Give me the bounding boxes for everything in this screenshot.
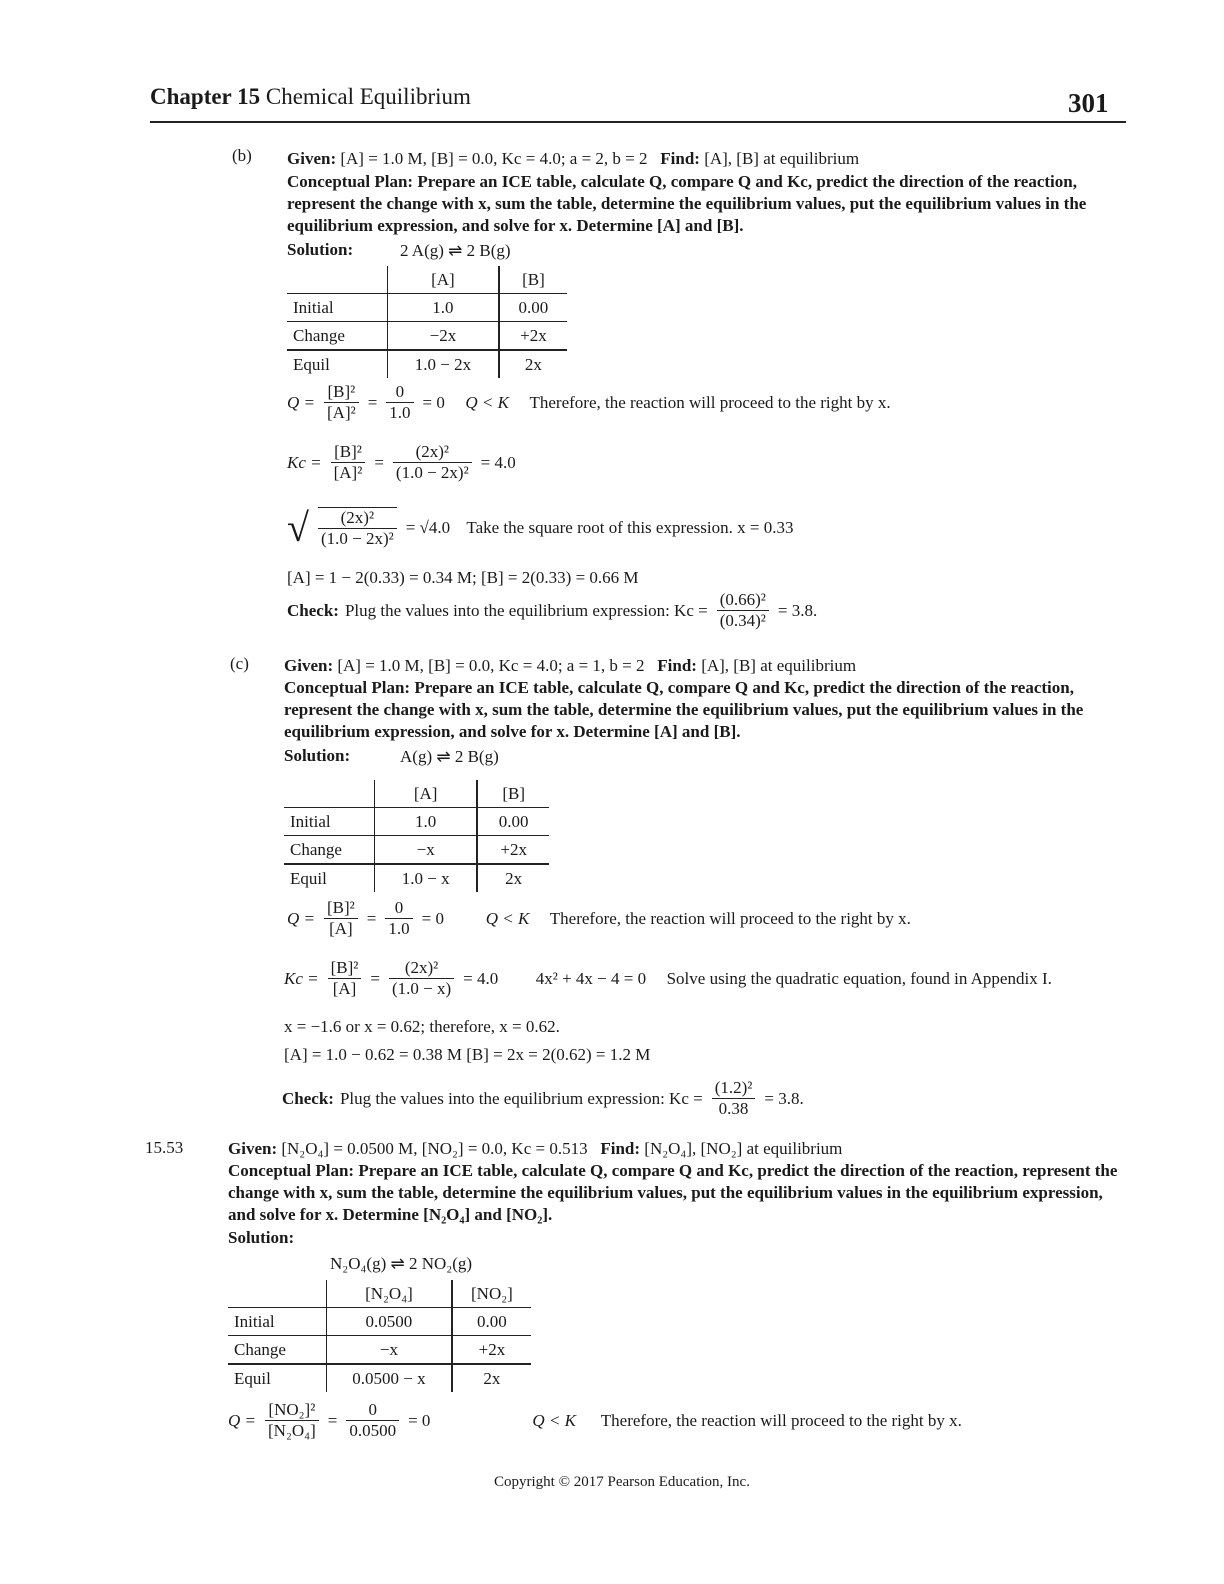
chapter-header <box>150 84 471 110</box>
text: Q = <box>287 908 315 928</box>
text: (1.0 − 2x)² <box>395 463 469 482</box>
find-label: Find: <box>660 149 700 168</box>
text: = 3.8. <box>764 1088 804 1108</box>
k-equation <box>284 958 1052 999</box>
cell: −2x <box>388 322 499 351</box>
text: = <box>374 452 384 472</box>
text: 4x² + 4x − 4 = 0 <box>535 968 647 988</box>
text: = 4.0 <box>480 452 516 472</box>
cell: 0.0500 <box>327 1308 452 1336</box>
given-label: Given: <box>284 656 334 675</box>
text: (1.2)² <box>712 1078 756 1099</box>
given-line <box>287 149 859 169</box>
cell <box>284 780 375 808</box>
fraction <box>717 590 769 631</box>
cell <box>287 266 388 294</box>
problem-number: 15.53 <box>145 1138 184 1157</box>
result-line: [A] = 1 − 2(0.33) = 0.34 M; [B] = 2(0.33) = 0.66 M <box>287 568 639 587</box>
text: 0 <box>386 382 413 403</box>
header-cell: [NO₂] <box>452 1280 531 1308</box>
text: (1.0 − x) <box>391 979 452 998</box>
text: [B]² <box>324 898 358 919</box>
cell: 1.0 <box>375 808 478 836</box>
fraction <box>712 1078 756 1119</box>
text: 0 <box>385 898 412 919</box>
text: = <box>367 392 378 412</box>
text: 1.0 <box>388 919 410 938</box>
fraction <box>331 442 366 483</box>
text: (0.66)² <box>717 590 769 611</box>
lhs: Q = <box>287 392 315 412</box>
conceptual-plan: Conceptual Plan: Prepare an ICE table, calculate Q, compare Q and Kc, predict the direction of the reaction, represent the change with x, sum the table, determine the equilibrium values, put the equilibrium values in the equilibrium expression, and solve for x. Determine [N₂O₄] and [NO₂]. <box>228 1161 1118 1224</box>
check-line <box>287 590 817 631</box>
cell: 0.0500 − x <box>327 1364 452 1392</box>
q-equation <box>287 898 911 939</box>
row-label: Equil <box>228 1364 327 1392</box>
find-text: [A], [B] at equilibrium <box>701 656 857 675</box>
text: (2x)² <box>393 442 472 463</box>
header-cell: [A] <box>388 266 499 294</box>
header-rule <box>150 121 1126 123</box>
cell: −x <box>375 836 478 865</box>
cell: 2x <box>483 1368 501 1388</box>
cell: 2x <box>524 354 542 374</box>
q-equation <box>228 1400 962 1441</box>
row-label: Initial <box>284 808 375 836</box>
cell: +2x <box>452 1336 531 1365</box>
text: 0.38 <box>718 1099 749 1118</box>
ice-table <box>287 266 567 378</box>
row-label: Change <box>287 322 388 351</box>
reaction: A(g) ⇌ 2 B(g) <box>400 747 499 766</box>
find-text: [A], [B] at equilibrium <box>704 149 860 168</box>
text: Solve using the quadratic equation, found in Appendix I. <box>666 968 1052 988</box>
fraction <box>318 507 397 549</box>
cell: 1.0 − 2x <box>388 350 499 378</box>
text: Plug the values into the equilibrium expression: Kc = <box>339 1088 703 1108</box>
reaction: N₂O₄(g) ⇌ 2 NO₂(g) <box>330 1254 473 1273</box>
cell: −x <box>327 1336 452 1365</box>
text: = 3.8. <box>777 600 818 620</box>
text: Therefore, the reaction will proceed to the right by x. <box>600 1410 962 1430</box>
text: Therefore, the reaction will proceed to the right by x. <box>549 908 911 928</box>
fraction <box>324 382 359 423</box>
text: Take the square root of this expression. x = 0.33 <box>466 518 794 537</box>
part-label: (b) <box>232 146 252 165</box>
text: = 0 <box>421 908 444 928</box>
k-equation <box>287 442 516 483</box>
text: Kc = <box>287 452 322 472</box>
text: Kc = <box>284 968 319 988</box>
given-text: [A] = 1.0 M, [B] = 0.0, Kc = 4.0; a = 1, b = 2 <box>337 656 645 675</box>
text: Q < K <box>532 1410 577 1430</box>
copyright-footer: Copyright © 2017 Pearson Education, Inc. <box>494 1474 750 1490</box>
find-text: [N₂O₄], [NO₂] at equilibrium <box>644 1139 843 1158</box>
fraction <box>393 442 472 483</box>
text: Q < K <box>465 392 509 412</box>
fraction <box>346 1400 399 1441</box>
conceptual-plan: Conceptual Plan: Prepare an ICE table, calculate Q, compare Q and Kc, predict the direction of the reaction, represent the change with x, sum the table, determine the equilibrium values, put the equilibrium values in the equilibrium expression, and solve for x. Determine [A] and [B]. <box>284 678 1084 741</box>
text: Therefore, the reaction will proceed to the right by x. <box>529 392 891 412</box>
text: Check: <box>287 600 339 620</box>
row-label: Equil <box>287 350 388 378</box>
text: [A]² <box>333 463 363 482</box>
cell: 1.0 <box>388 294 499 322</box>
text: (2x)² <box>318 508 397 529</box>
text: [A] <box>332 979 357 998</box>
page-number: 301 <box>1068 88 1109 118</box>
text: (1.0 − 2x)² <box>320 529 394 548</box>
text: Q < K <box>485 908 530 928</box>
text: [A] <box>329 919 353 938</box>
text: = <box>370 968 380 988</box>
given-text: [N₂O₄] = 0.0500 M, [NO₂] = 0.0, Kc = 0.513 <box>281 1139 588 1158</box>
text: [B]² <box>331 442 366 463</box>
find-label: Find: <box>600 1139 641 1158</box>
text: [B]² <box>324 382 359 403</box>
text: 0 <box>346 1400 399 1421</box>
cell: 1.0 − x <box>375 864 478 892</box>
chapter-title: Chemical Equilibrium <box>265 84 471 109</box>
text: [B]² <box>328 958 362 979</box>
cell: +2x <box>477 836 549 865</box>
chapter-number: Chapter 15 <box>150 84 261 109</box>
part-label: (c) <box>230 654 249 673</box>
text: = 0 <box>408 1410 431 1430</box>
cell: 0.00 <box>499 294 567 322</box>
header-cell: [N₂O₄] <box>327 1280 452 1308</box>
text: [A]² <box>327 403 356 422</box>
q-equation <box>287 382 891 423</box>
text: Q = <box>228 1410 256 1430</box>
text: = <box>327 1410 338 1430</box>
fraction <box>328 958 362 999</box>
row-label: Equil <box>284 864 375 892</box>
cell: 0.00 <box>477 808 549 836</box>
solution-label: Solution: <box>228 1228 295 1247</box>
fraction <box>324 898 358 939</box>
text: = 0 <box>422 392 445 412</box>
cell: +2x <box>499 322 567 351</box>
text: 0.0500 <box>349 1421 397 1440</box>
sqrt-equation: √ $\frac{\text{(2x)²}}{\text{(1.0 − 2x)²}}$ = √4.0 Take the square root of this expression. x = 0.33 <box>287 505 794 550</box>
text: [NO₂]² <box>265 1400 319 1421</box>
fraction <box>385 898 412 939</box>
given-label: Given: <box>228 1139 278 1158</box>
text: Plug the values into the equilibrium expression: Kc = <box>344 600 708 620</box>
result-line: [A] = 1.0 − 0.62 = 0.38 M [B] = 2x = 2(0.62) = 1.2 M <box>284 1045 651 1064</box>
ice-table <box>228 1280 531 1392</box>
row-label: Initial <box>287 294 388 322</box>
check-line <box>282 1078 804 1119</box>
text: [N₂O₄] <box>268 1421 316 1440</box>
given-label: Given: <box>287 149 337 168</box>
text: (0.34)² <box>719 611 766 630</box>
cell: 2x <box>505 868 523 888</box>
row-label: Change <box>284 836 375 865</box>
header-cell: [B] <box>477 780 549 808</box>
fraction <box>389 958 454 999</box>
text: (2x)² <box>389 958 454 979</box>
text: Check: <box>282 1088 334 1108</box>
given-line <box>228 1139 842 1159</box>
solution-label: Solution: <box>284 746 351 765</box>
row-label: Change <box>228 1336 327 1365</box>
text: = <box>366 908 377 928</box>
given-line <box>284 656 856 676</box>
row-label: Initial <box>228 1308 327 1336</box>
text: = 4.0 <box>463 968 499 988</box>
text: 1.0 <box>389 403 411 422</box>
fraction <box>265 1400 319 1441</box>
roots-line: x = −1.6 or x = 0.62; therefore, x = 0.62. <box>284 1017 560 1036</box>
cell <box>228 1280 327 1308</box>
ice-table <box>284 780 549 892</box>
text: = √4.0 <box>405 518 451 537</box>
header-cell: [B] <box>499 266 567 294</box>
given-text: [A] = 1.0 M, [B] = 0.0, Kc = 4.0; a = 2, b = 2 <box>340 149 648 168</box>
find-label: Find: <box>657 656 697 675</box>
solution-label: Solution: <box>287 240 354 259</box>
cell: 0.00 <box>452 1308 531 1336</box>
reaction: 2 A(g) ⇌ 2 B(g) <box>400 241 511 260</box>
conceptual-plan: Conceptual Plan: Prepare an ICE table, calculate Q, compare Q and Kc, predict the direction of the reaction, represent the change with x, sum the table, determine the equilibrium values, put the equilibrium values in the equilibrium expression, and solve for x. Determine [A] and [B]. <box>287 172 1087 235</box>
fraction <box>386 382 413 423</box>
header-cell: [A] <box>375 780 478 808</box>
